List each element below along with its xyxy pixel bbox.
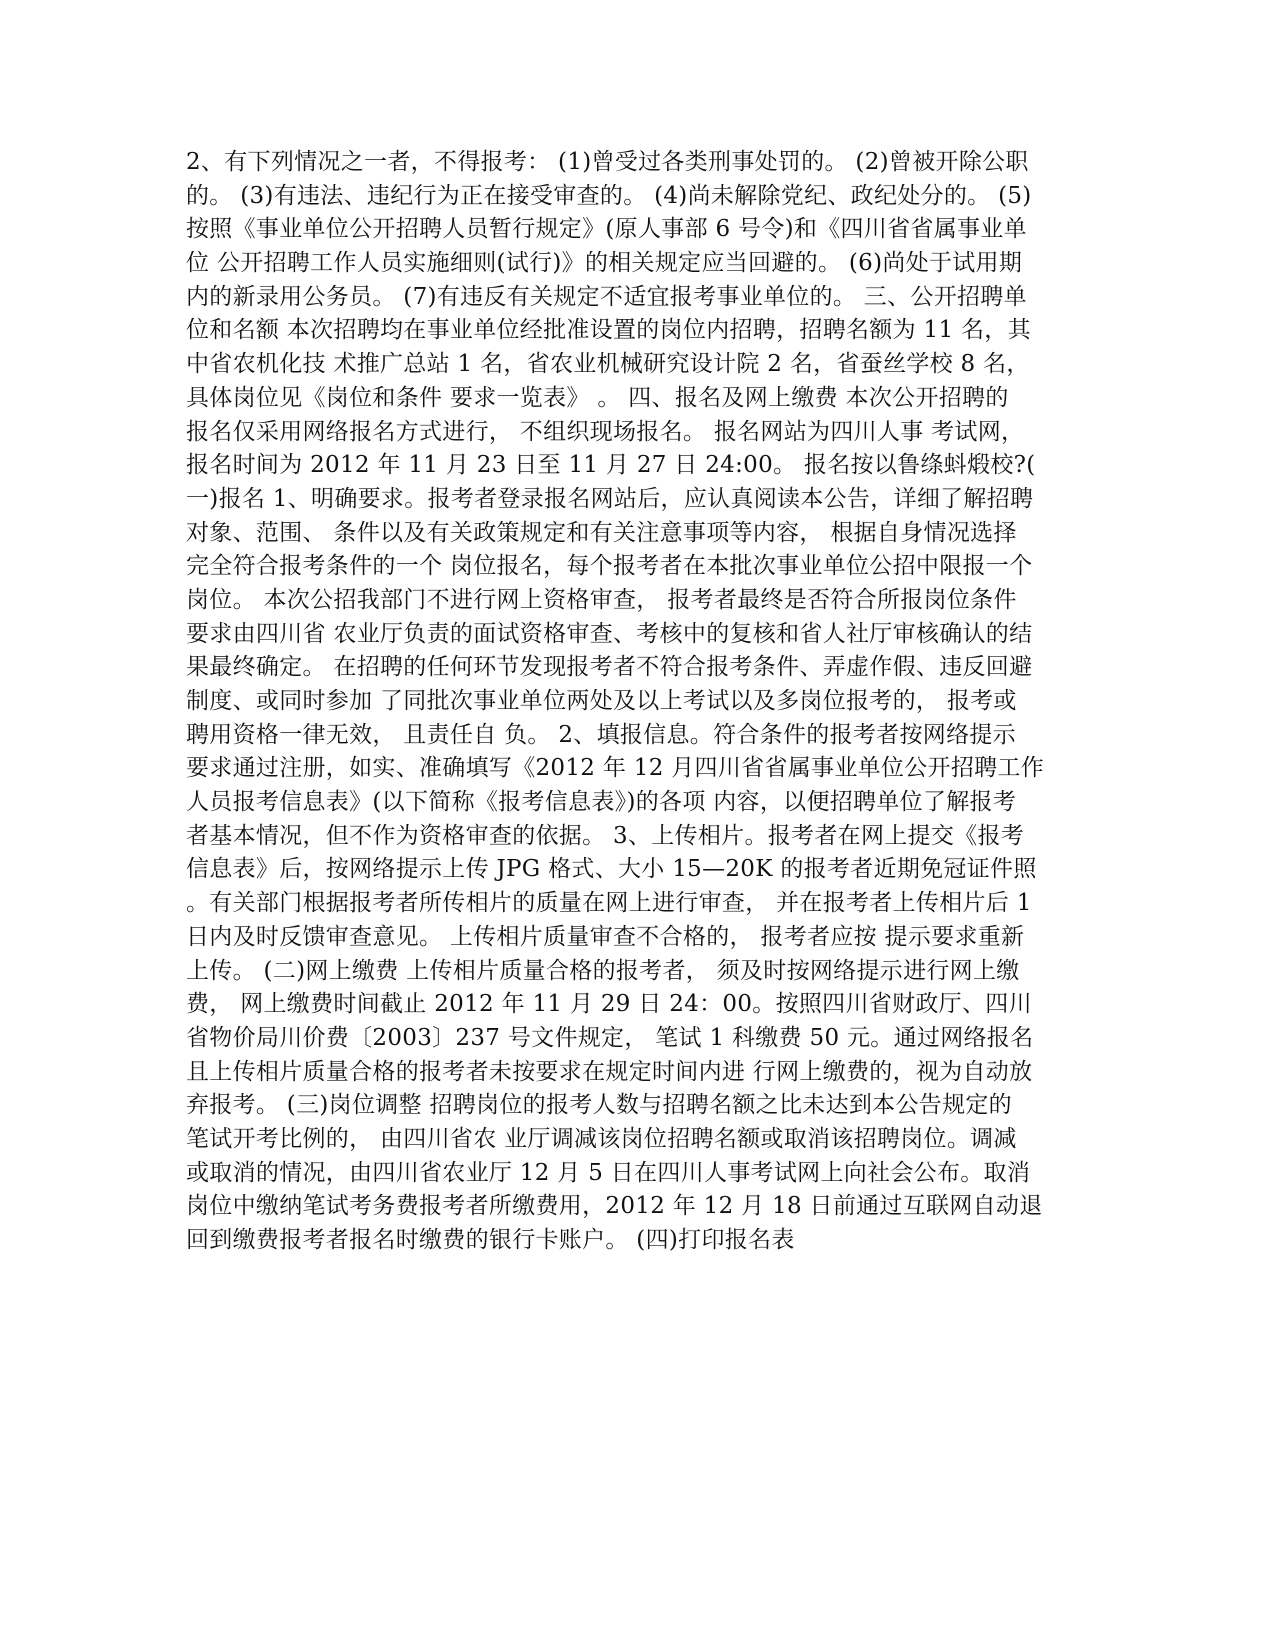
text-line: 内的新录用公务员。 (7)有违反有关规定不适宜报考事业单位的。 三、公开招聘单 (186, 283, 1027, 310)
text-line: 按照《事业单位公开招聘人员暂行规定》(原人事部 6 号令)和《四川省省属事业单 (186, 216, 1027, 243)
text-line: 中省农机化技 术推广总站 1 名，省农业机械研究设计院 2 名，省蚕丝学校 8 名， (186, 351, 1030, 378)
text-line: 报名时间为 2012 年 11 月 23 日至 11 月 27 日 24:00。 报名按以鲁绦蚪煅校?( (186, 452, 1036, 479)
text-line: 岗位中缴纳笔试考务费报考者所缴费用，2012 年 12 月 18 日前通过互联网自动退 (186, 1193, 1043, 1220)
text-line: 聘用资格一律无效， 且责任自 负。 2、填报信息。符合条件的报考者按网络提示 (186, 721, 1016, 748)
text-line: 一)报名 1、明确要求。报考者登录报名网站后，应认真阅读本公告，详细了解招聘 (186, 485, 1034, 512)
text-line: 者基本情况，但不作为资格审查的依据。 3、上传相片。报考者在网上提交《报考 (186, 822, 1025, 849)
text-line: 2、有下列情况之一者，不得报考： (1)曾受过各类刑事处罚的。 (2)曾被开除公职 (186, 149, 1029, 175)
text-line: 完全符合报考条件的一个 岗位报名，每个报考者在本批次事业单位公招中限报一个 (186, 553, 1033, 580)
text-line: 费， 网上缴费时间截止 2012 年 11 月 29 日 24：00。按照四川省财政厅、四川 (186, 991, 1032, 1018)
text-line: 制度、或同时参加 了同批次事业单位两处及以上考试以及多岗位报考的， 报考或 (186, 688, 1017, 714)
text-line: 岗位。 本次公招我部门不进行网上资格审查， 报考者最终是否符合所报岗位条件 (186, 586, 1017, 613)
text-line: 报名仅采用网络报名方式进行， 不组织现场报名。 报名网站为四川人事 考试网， (186, 418, 1025, 445)
text-line: 对象、范围、 条件以及有关政策规定和有关注意事项等内容， 根据自身情况选择 (186, 519, 1017, 546)
text-line: 的。 (3)有违法、违纪行为正在接受审查的。 (4)尚未解除党纪、政纪处分的。 (5) (186, 182, 1032, 209)
text-line: 上传。 (二)网上缴费 上传相片质量合格的报考者， 须及时按网络提示进行网上缴 (186, 957, 1020, 984)
text-line: 信息表》后，按网络提示上传 JPG 格式、大小 15—20K 的报考者近期免冠证件照 (186, 856, 1037, 883)
text-line: 。有关部门根据报考者所传相片的质量在网上进行审查， 并在报考者上传相片后 1 (186, 890, 1032, 917)
text-line: 日内及时反馈审查意见。 上传相片质量审查不合格的， 报考者应按 提示要求重新 (186, 923, 1025, 950)
text-line: 回到缴费报考者报名时缴费的银行卡账户。 (四)打印报名表 (186, 1227, 795, 1253)
text-line: 位和名额 本次招聘均在事业单位经批准设置的岗位内招聘，招聘名额为 11 名，其 (186, 317, 1031, 344)
text-line: 人员报考信息表》(以下简称《报考信息表》)的各项 内容，以便招聘单位了解报考 (186, 789, 1017, 816)
text-line: 弃报考。 (三)岗位调整 招聘岗位的报考人数与招聘名额之比未达到本公告规定的 (186, 1092, 1012, 1119)
text-line: 要求由四川省 农业厅负责的面试资格审查、考核中的复核和省人社厅审核确认的结 (186, 620, 1033, 647)
text-line: 具体岗位见《岗位和条件 要求一览表》 。 四、报名及网上缴费 本次公开招聘的 (186, 384, 1009, 411)
text-line: 要求通过注册，如实、准确填写《2012 年 12 月四川省省属事业单位公开招聘工作 (186, 755, 1045, 782)
text-line: 位 公开招聘工作人员实施细则(试行)》的相关规定应当回避的。 (6)尚处于试用期 (186, 250, 1023, 277)
text-line: 笔试开考比例的， 由四川省农 业厅调减该岗位招聘名额或取消该招聘岗位。调减 (186, 1125, 1017, 1152)
text-line: 或取消的情况，由四川省农业厅 12 月 5 日在四川人事考试网上向社会公布。取消 (186, 1159, 1031, 1186)
body-text (186, 146, 1106, 1258)
text-line: 省物价局川价费〔2003〕237 号文件规定， 笔试 1 科缴费 50 元。通过网络报名 (186, 1024, 1034, 1051)
text-line: 且上传相片质量合格的报考者未按要求在规定时间内进 行网上缴费的，视为自动放 (186, 1058, 1033, 1085)
text-line: 果最终确定。 在招聘的任何环节发现报考者不符合报考条件、弄虚作假、违反回避 (186, 654, 1033, 681)
